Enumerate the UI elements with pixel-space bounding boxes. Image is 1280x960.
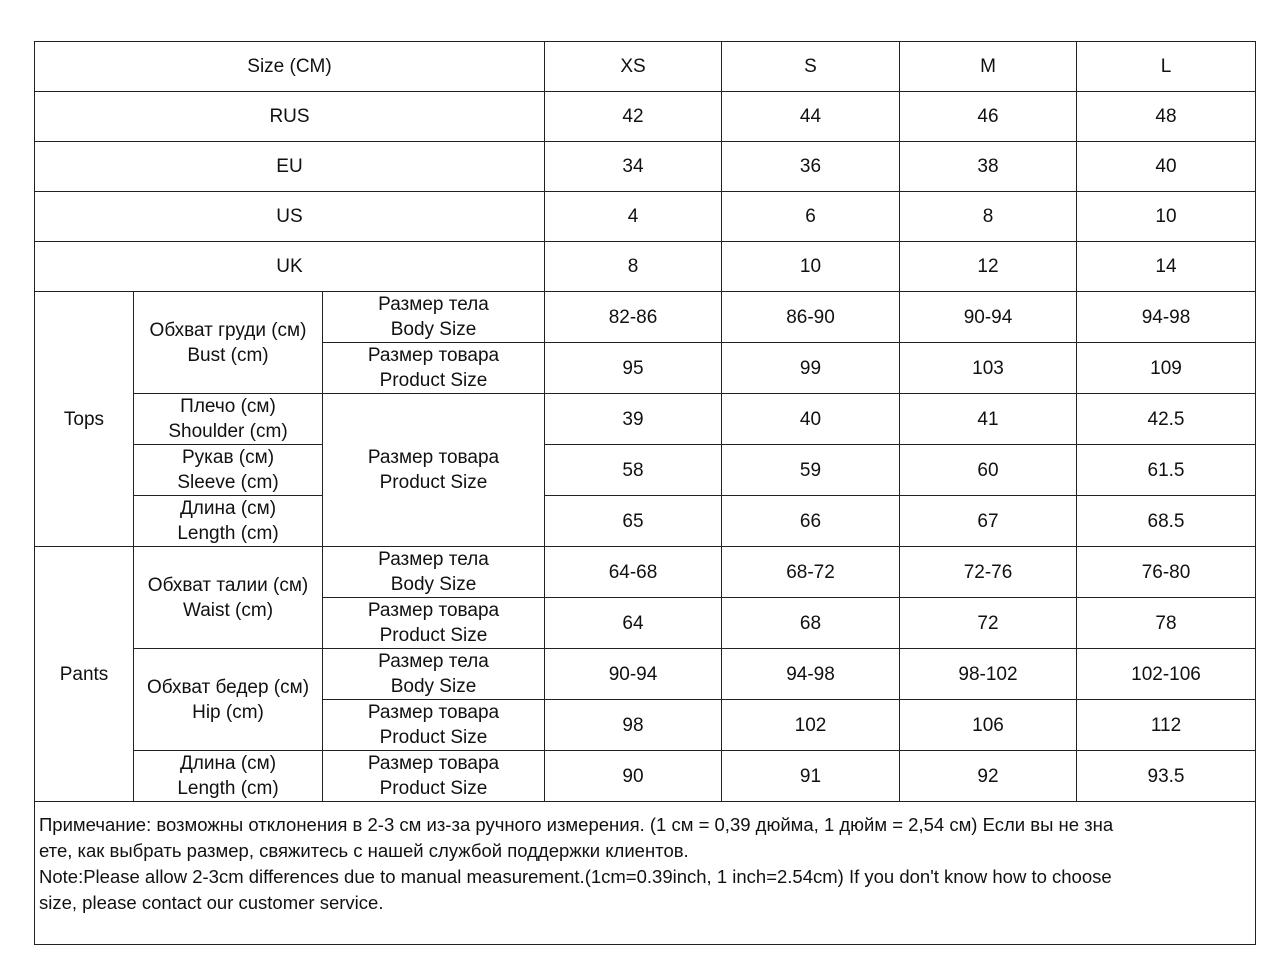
length-label-en: Length (cm): [177, 523, 279, 544]
waist-label-en: Waist (cm): [182, 599, 274, 621]
body-size-ru: Размер тела: [378, 549, 489, 570]
bust-label: [134, 292, 323, 394]
note-ru-line-2: ете, как выбрать размер, свяжитесь с нашей службой поддержки клиентов.: [39, 840, 689, 861]
tops-shoulder-row: [35, 394, 1256, 445]
sleeve-label-ru: Рукав (см): [181, 447, 275, 468]
body-size-ru: Размер тела: [378, 651, 489, 672]
tops-length-row: [35, 496, 1256, 547]
product-size-ru: Размер товара: [367, 702, 500, 723]
conversion-label: RUS: [35, 92, 545, 142]
table-cell: 42: [545, 92, 722, 142]
table-cell: 103: [900, 343, 1077, 394]
conversion-label: UK: [35, 242, 545, 292]
waist-label-ru: Обхват талии (см): [147, 574, 309, 596]
table-cell: 42.5: [1077, 394, 1256, 445]
product-size-label: [323, 751, 545, 802]
table-cell: 12: [900, 242, 1077, 292]
hip-label-en: Hip (cm): [192, 701, 264, 723]
table-cell: 8: [900, 192, 1077, 242]
pants-label: Pants: [35, 547, 134, 802]
product-size-ru: Размер товара: [367, 345, 500, 366]
table-cell: 64-68: [545, 547, 722, 598]
table-cell: 65: [545, 496, 722, 547]
corner-label: Size (CM): [35, 42, 545, 92]
table-cell: 72-76: [900, 547, 1077, 598]
body-size-label: [323, 292, 545, 343]
note-en-line-2: size, please contact our customer service.: [39, 892, 384, 913]
table-cell: 8: [545, 242, 722, 292]
pants-waist-body-row: [35, 547, 1256, 598]
product-size-label: [323, 700, 545, 751]
table-cell: 10: [722, 242, 900, 292]
table-cell: 95: [545, 343, 722, 394]
table-cell: 90-94: [545, 649, 722, 700]
product-size-en: Product Size: [379, 370, 488, 391]
size-header-m: M: [900, 42, 1077, 92]
product-size-ru: Размер товара: [367, 753, 500, 774]
table-cell: 112: [1077, 700, 1256, 751]
shoulder-label-en: Shoulder (cm): [168, 421, 288, 442]
table-cell: 102: [722, 700, 900, 751]
table-cell: 34: [545, 142, 722, 192]
bust-label-en: Bust (cm): [187, 344, 269, 366]
waist-label: [134, 547, 323, 649]
length-label-en: Length (cm): [177, 778, 279, 799]
tops-sleeve-row: [35, 445, 1256, 496]
product-size-ru: Размер товара: [367, 447, 500, 468]
size-header-xs: XS: [545, 42, 722, 92]
table-cell: 6: [722, 192, 900, 242]
table-cell: 78: [1077, 598, 1256, 649]
tops-bust-body-row: [35, 292, 1256, 343]
table-cell: 93.5: [1077, 751, 1256, 802]
length-label-ru: Длина (см): [179, 753, 277, 774]
table-cell: 94-98: [1077, 292, 1256, 343]
table-cell: 40: [1077, 142, 1256, 192]
table-cell: 41: [900, 394, 1077, 445]
body-size-label: [323, 547, 545, 598]
table-cell: 44: [722, 92, 900, 142]
length-label-ru: Длина (см): [179, 498, 277, 519]
pants-length-row: [35, 751, 1256, 802]
table-cell: 92: [900, 751, 1077, 802]
table-cell: 48: [1077, 92, 1256, 142]
table-cell: 68: [722, 598, 900, 649]
eu-row: [35, 142, 1256, 192]
table-cell: 90: [545, 751, 722, 802]
table-cell: 98: [545, 700, 722, 751]
table-cell: 90-94: [900, 292, 1077, 343]
body-size-en: Body Size: [390, 574, 477, 595]
size-header-row: [35, 42, 1256, 92]
shoulder-label: [134, 394, 323, 445]
body-size-en: Body Size: [390, 319, 477, 340]
table-cell: 66: [722, 496, 900, 547]
size-header-s: S: [722, 42, 900, 92]
rus-row: [35, 92, 1256, 142]
table-cell: 59: [722, 445, 900, 496]
length-label: [134, 751, 323, 802]
conversion-label: EU: [35, 142, 545, 192]
table-cell: 109: [1077, 343, 1256, 394]
table-cell: 40: [722, 394, 900, 445]
table-cell: 39: [545, 394, 722, 445]
note-en-line-1: Note:Please allow 2-3cm differences due to manual measurement.(1cm=0.39inch, 1 inch=2.54cm) If you don't know how to choose: [39, 866, 1112, 887]
product-size-label: [323, 343, 545, 394]
table-cell: 99: [722, 343, 900, 394]
product-size-en: Product Size: [379, 727, 488, 748]
note-row: [35, 802, 1256, 945]
table-cell: 98-102: [900, 649, 1077, 700]
length-label: [134, 496, 323, 547]
product-size-label: [323, 394, 545, 547]
shoulder-label-ru: Плечо (см): [180, 396, 276, 417]
table-cell: 82-86: [545, 292, 722, 343]
table-cell: 38: [900, 142, 1077, 192]
pants-hip-body-row: [35, 649, 1256, 700]
product-size-en: Product Size: [379, 625, 488, 646]
table-cell: 67: [900, 496, 1077, 547]
table-cell: 14: [1077, 242, 1256, 292]
us-row: [35, 192, 1256, 242]
table-cell: 76-80: [1077, 547, 1256, 598]
bust-label-ru: Обхват груди (см): [149, 319, 307, 341]
table-cell: 68.5: [1077, 496, 1256, 547]
table-cell: 86-90: [722, 292, 900, 343]
table-cell: 10: [1077, 192, 1256, 242]
table-cell: 64: [545, 598, 722, 649]
table-cell: 72: [900, 598, 1077, 649]
size-chart-table: [34, 41, 1256, 945]
product-size-ru: Размер товара: [367, 600, 500, 621]
size-header-l: L: [1077, 42, 1256, 92]
sleeve-label: [134, 445, 323, 496]
table-cell: 102-106: [1077, 649, 1256, 700]
sleeve-label-en: Sleeve (cm): [177, 472, 279, 493]
table-cell: 36: [722, 142, 900, 192]
table-cell: 58: [545, 445, 722, 496]
tops-label: Tops: [35, 292, 134, 547]
note-ru-line-1: Примечание: возможны отклонения в 2-3 см из-за ручного измерения. (1 см = 0,39 дюйма, 1 дюйм = 2,54 см) Если вы не зна: [39, 814, 1114, 835]
measurement-note: [35, 802, 1256, 945]
body-size-en: Body Size: [390, 676, 477, 697]
table-cell: 91: [722, 751, 900, 802]
product-size-label: [323, 598, 545, 649]
uk-row: [35, 242, 1256, 292]
hip-label-ru: Обхват бедер (см): [146, 676, 310, 698]
product-size-en: Product Size: [379, 472, 488, 493]
table-cell: 68-72: [722, 547, 900, 598]
body-size-label: [323, 649, 545, 700]
product-size-en: Product Size: [379, 778, 488, 799]
table-cell: 46: [900, 92, 1077, 142]
body-size-ru: Размер тела: [378, 294, 489, 315]
hip-label: [134, 649, 323, 751]
table-cell: 61.5: [1077, 445, 1256, 496]
table-cell: 106: [900, 700, 1077, 751]
conversion-label: US: [35, 192, 545, 242]
table-cell: 4: [545, 192, 722, 242]
table-cell: 60: [900, 445, 1077, 496]
table-cell: 94-98: [722, 649, 900, 700]
